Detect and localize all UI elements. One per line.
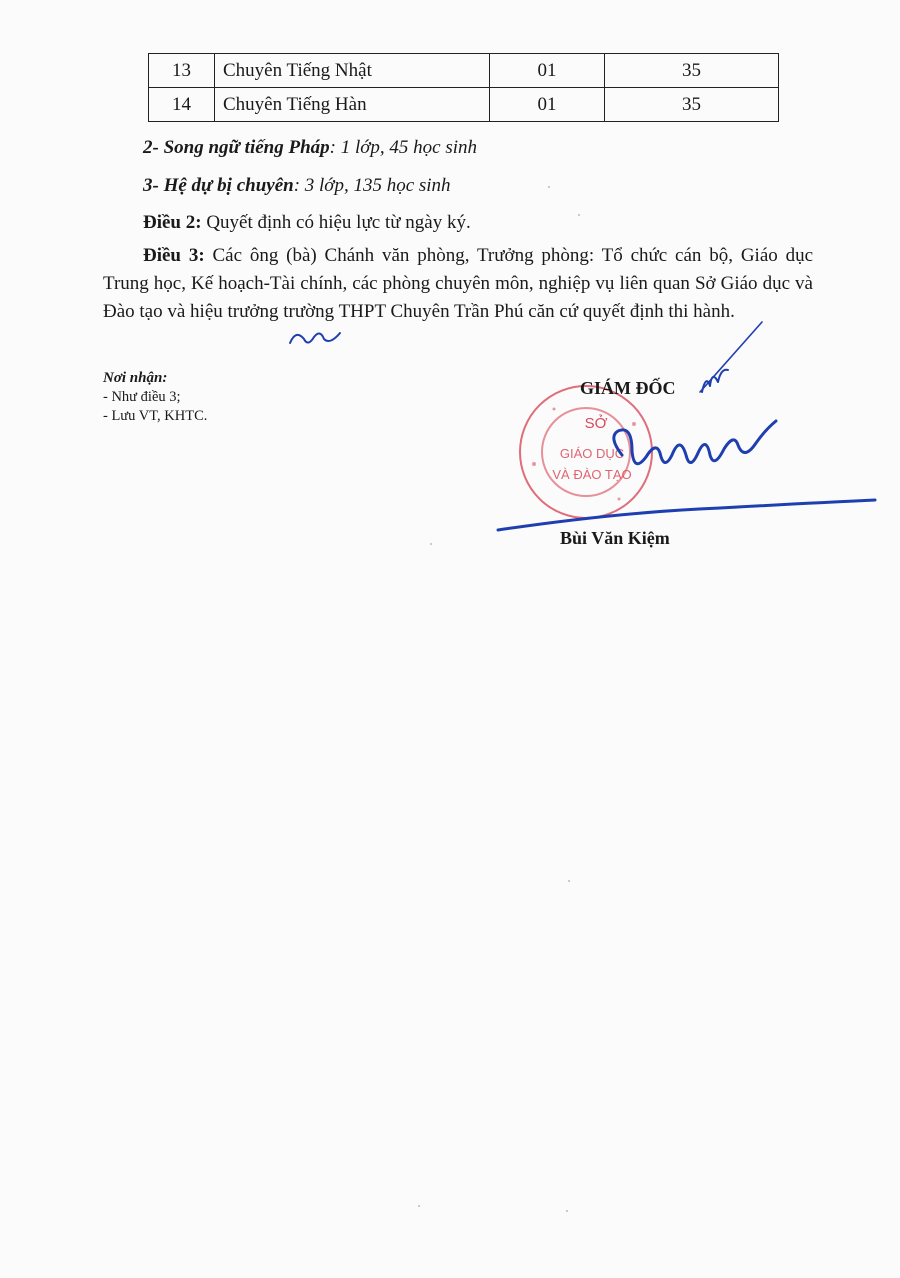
item-preparatory	[143, 175, 451, 197]
item-value: 3 lớp, 135 học sinh	[304, 175, 451, 196]
scan-speck	[418, 1205, 420, 1207]
class-allocation-table	[148, 53, 779, 122]
recipients-block	[103, 369, 207, 426]
signer-title: GIÁM ĐỐC	[580, 378, 676, 398]
table-row	[149, 54, 779, 88]
row-student-count: 35	[605, 54, 779, 88]
item-label: 2- Song ngữ tiếng Pháp	[143, 137, 330, 158]
row-number: 14	[149, 88, 215, 122]
article-text: Các ông (bà) Chánh văn phòng, Trưởng phòng: Tổ chức cán bộ, Giáo dục Trung học, Kế hoạch-Tài chính, các phòng chuyên môn, nghiệp vụ liên quan Sở Giáo dục và Đào tạo và hiệu trưởng trường THPT Chuyên Trần Phú căn cứ quyết định thi hành.	[103, 245, 814, 322]
article-3	[103, 242, 813, 326]
recipients-heading: Nơi nhận:	[103, 370, 168, 386]
scan-speck	[568, 880, 570, 882]
row-subject: Chuyên Tiếng Hàn	[215, 88, 490, 122]
row-student-count: 35	[605, 88, 779, 122]
stamp-line-2: GIÁO DỤC	[559, 446, 625, 461]
scan-speck	[566, 1210, 568, 1212]
table-row	[149, 88, 779, 122]
item-value: 1 lớp, 45 học sinh	[340, 137, 478, 158]
initials-mark-2	[702, 370, 728, 392]
recipient-item: - Như điều 3;	[103, 389, 181, 405]
signer-name: Bùi Văn Kiệm	[560, 528, 670, 548]
item-label: 3- Hệ dự bị chuyên	[143, 175, 294, 196]
article-2	[143, 212, 471, 234]
item-french-bilingual	[143, 137, 477, 159]
scan-speck	[548, 186, 550, 188]
article-label: Điều 3:	[143, 245, 205, 266]
item-sep: :	[293, 175, 305, 196]
stamp-line-1: SỞ	[584, 415, 608, 432]
article-label: Điều 2:	[143, 212, 202, 233]
item-sep: :	[329, 137, 341, 158]
scan-speck	[430, 543, 432, 545]
stamp-line-3: VÀ ĐÀO TẠO	[552, 467, 632, 482]
row-class-count: 01	[490, 88, 605, 122]
row-number: 13	[149, 54, 215, 88]
article-text: Quyết định có hiệu lực từ ngày ký.	[201, 212, 471, 233]
recipient-item: - Lưu VT, KHTC.	[103, 408, 208, 424]
row-subject: Chuyên Tiếng Nhật	[215, 54, 490, 88]
signature-slash	[700, 322, 762, 392]
row-class-count: 01	[490, 54, 605, 88]
official-stamp	[514, 384, 664, 534]
scan-speck	[578, 214, 580, 216]
initials-mark-1	[290, 333, 340, 343]
